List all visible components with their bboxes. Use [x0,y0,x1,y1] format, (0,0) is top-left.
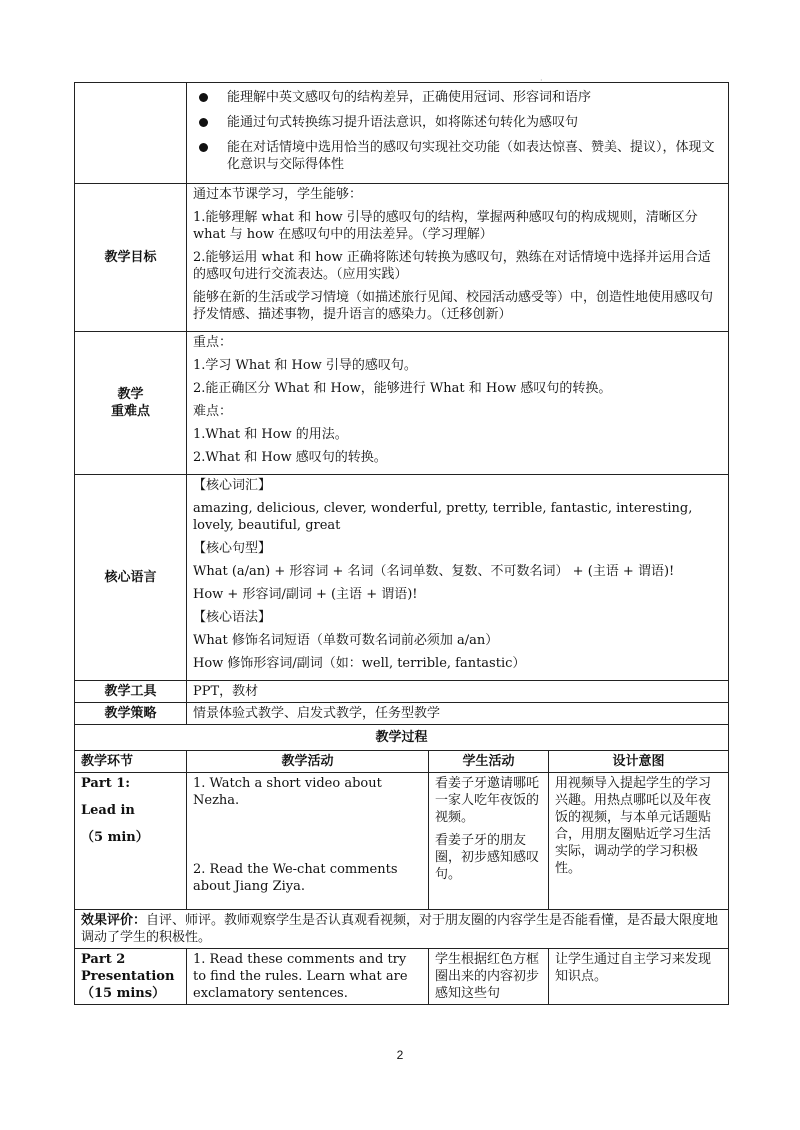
part1-stage: Part 1: Lead in （5 min） [75,773,187,910]
goals-para: 通过本节课学习，学生能够： [193,187,363,202]
part2-student-activity: 学生根据红色方框圈出来的内容初步感知这些句 [429,949,549,1005]
key-points-cell [187,332,729,475]
core-language-para: What (a/an) + 形容词 + 名词（名词单数、复数、不可数名词） + (主语 + 谓语)! [193,564,675,579]
key-points-para: 2.能正确区分 What 和 How，能够进行 What 和 How 感叹句的转换。 [193,381,612,396]
part1-design-intent: 用视频导入提起学生的学习兴趣。用热点哪吒以及年夜饭的视频，与本单元话题贴合，用朋友圈贴近学习生活实际，调动学的学习积极性。 [549,773,729,910]
part2-row [75,949,729,1005]
part1-teacher-activity: 1. Watch a short video about Nezha. 2. Read the We-chat comments about Jiang Ziya. [187,773,429,910]
process-title-row [75,725,729,751]
lesson-plan-table [74,82,729,1005]
header-design-intent: 设计意图 [549,751,729,773]
list-item: 能在对话情境中选用恰当的感叹句实现社交功能（如表达惊喜、赞美、提议），体现文化意识与交际得体性 [193,139,722,173]
part2-teacher-activity: 1. Read these comments and try to find the rules. Learn what are exclamatory sentences. [187,949,429,1005]
key-points-row [75,332,729,475]
goals-label: 教学目标 [75,184,187,332]
objectives-cell [187,83,729,184]
goals-para: 能够在新的生活或学习情境（如描述旅行见闻、校园活动感受等）中，创造性地使用感叹句抒发情感、描述事物，提升语言的感染力。（迁移创新） [193,290,714,322]
core-language-para: 【核心句型】 [193,541,272,556]
evaluation-cell [75,910,729,949]
lesson-plan-page [74,82,728,1005]
process-title: 教学过程 [75,725,729,751]
list-item: 能理解中英文感叹句的结构差异，正确使用冠词、形容词和语序 [193,89,722,106]
key-points-para: 重点： [193,335,233,350]
tools-value: PPT，教材 [187,681,729,703]
core-language-para: 【核心词汇】 [193,478,272,493]
header-teacher-activity: 教学活动 [187,751,429,773]
bullet-icon [199,118,208,127]
part2-design-intent: 让学生通过自主学习来发现知识点。 [549,949,729,1005]
evaluation-text: 自评、师评。教师观察学生是否认真观看视频，对于朋友圈的内容学生是否能看懂，是否最大限度地调动了学生的积极性。 [81,913,719,945]
objectives-list [193,89,722,173]
key-points-para: 1.学习 What 和 How 引导的感叹句。 [193,358,417,373]
key-points-para: 2.What 和 How 感叹句的转换。 [193,450,387,465]
core-language-cell [187,475,729,681]
core-language-para: How + 形容词/副词 + (主语 + 谓语)! [193,587,418,602]
core-language-label: 核心语言 [75,475,187,681]
core-language-para: How 修饰形容词/副词（如：well, terrible, fantastic） [193,656,526,671]
strategy-row [75,703,729,725]
goals-cell [187,184,729,332]
strategy-value: 情景体验式教学、启发式教学，任务型教学 [187,703,729,725]
list-item: 能通过句式转换练习提升语法意识，如将陈述句转化为感叹句 [193,114,722,131]
part1-row [75,773,729,910]
part2-stage: Part 2 Presentation （15 mins） [75,949,187,1005]
part1-student-activity: 看姜子牙邀请哪吒一家人吃年夜饭的视频。 看姜子牙的朋友圈，初步感知感叹句。 [429,773,549,910]
goals-para: 1.能够理解 what 和 how 引导的感叹句的结构，掌握两种感叹句的构成规则，清晰区分 what 与 how 在感叹句中的用法差异。（学习理解） [193,210,698,242]
core-language-row [75,475,729,681]
goals-row [75,184,729,332]
key-points-para: 难点： [193,404,233,419]
bullet-icon [199,93,208,102]
evaluation-label: 效果评价： [81,913,147,928]
objectives-row [75,83,729,184]
header-stage: 教学环节 [75,751,187,773]
scan-mark: · [540,76,543,85]
core-language-para: amazing, delicious, clever, wonderful, pretty, terrible, fantastic, interesting, lovely, beautiful, great [193,501,693,533]
tools-row [75,681,729,703]
process-header-row [75,751,729,773]
header-student-activity: 学生活动 [429,751,549,773]
objectives-label-cell [75,83,187,184]
core-language-para: 【核心语法】 [193,610,272,625]
tools-label: 教学工具 [75,681,187,703]
strategy-label: 教学策略 [75,703,187,725]
evaluation-row [75,910,729,949]
key-points-para: 1.What 和 How 的用法。 [193,427,348,442]
bullet-icon [199,143,208,152]
core-language-para: What 修饰名词短语（单数可数名词前必须加 a/an） [193,633,499,648]
goals-para: 2.能够运用 what 和 how 正确将陈述句转换为感叹句，熟练在对话情境中选择并运用合适的感叹句进行交流表达。（应用实践） [193,250,711,282]
key-points-label: 教学 重难点 [75,332,187,475]
page-number: 2 [396,1048,404,1062]
